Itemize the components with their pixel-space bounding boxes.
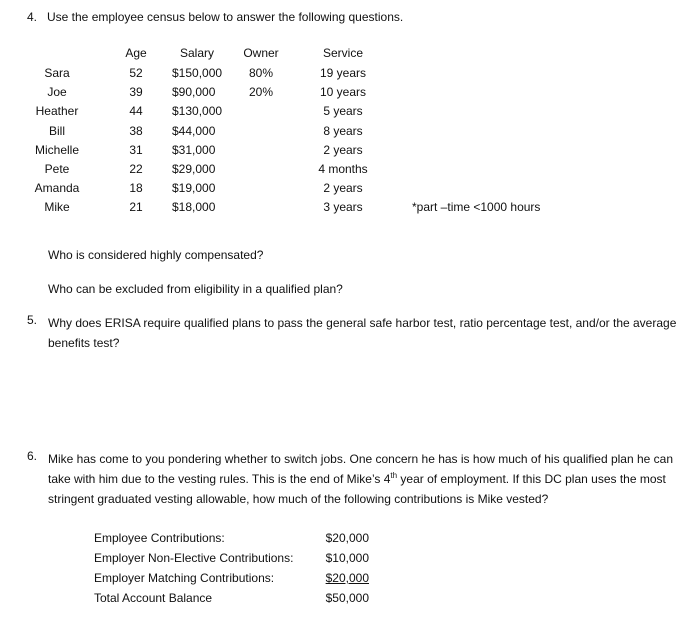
cell-service: 5 years xyxy=(323,104,363,119)
q4-number: 4. xyxy=(27,10,38,24)
cell-service: 2 years xyxy=(323,142,363,157)
cell-owner: 80% xyxy=(248,66,274,80)
cell-salary: $44,000 xyxy=(172,123,216,138)
cell-service: 10 years xyxy=(319,85,367,100)
contribution-label: Employer Matching Contributions: xyxy=(94,571,275,585)
contribution-label: Employee Contributions: xyxy=(94,531,225,545)
header-owner: Owner xyxy=(243,46,279,60)
contribution-label: Total Account Balance xyxy=(94,591,213,605)
cell-name: Bill xyxy=(48,123,65,138)
cell-age: 22 xyxy=(129,162,143,176)
cell-age: 52 xyxy=(129,66,143,80)
cell-age: 39 xyxy=(129,85,143,100)
cell-age: 18 xyxy=(129,181,143,196)
cell-salary: $150,000 xyxy=(172,66,223,80)
cell-service: 4 months xyxy=(318,162,368,176)
cell-name: Heather xyxy=(35,104,79,119)
contribution-label: Employer Non-Elective Contributions: xyxy=(94,551,294,565)
cell-age: 31 xyxy=(129,142,143,157)
cell-salary: $130,000 xyxy=(172,104,223,119)
cell-salary: $29,000 xyxy=(172,162,216,176)
q5-number: 5. xyxy=(27,313,38,327)
cell-salary: $31,000 xyxy=(172,142,216,157)
cell-service: 2 years xyxy=(323,181,363,196)
cell-age: 21 xyxy=(129,200,143,215)
cell-service: 3 years xyxy=(323,200,363,215)
q6-number: 6. xyxy=(27,449,38,463)
header-service: Service xyxy=(322,46,363,60)
cell-name: Amanda xyxy=(34,181,80,196)
q6-text: Mike has come to you pondering whether to switch jobs. One concern he has is how much of his qualified plan he can take with him due to the vesting rules. This is the end of Mike’s 4th year of employment. If this DC plan uses the most stringent graduated vesting allowable, how much of the following contributions is Mike vested? xyxy=(48,452,674,506)
q4-prompt: Use the employee census below to answer the following questions. xyxy=(47,10,404,24)
cell-name: Mike xyxy=(44,200,70,215)
sub-question-excluded: Who can be excluded from eligibility in a qualified plan? xyxy=(48,282,343,296)
contribution-amount: $50,000 xyxy=(325,591,369,605)
contribution-amount: $10,000 xyxy=(325,551,369,565)
contribution-amount: $20,000 xyxy=(325,531,369,545)
cell-salary: $90,000 xyxy=(172,85,216,100)
cell-service: 19 years xyxy=(319,66,367,80)
cell-salary: $19,000 xyxy=(172,181,216,196)
sub-question-highly-compensated: Who is considered highly compensated? xyxy=(48,248,264,262)
contribution-amount: $20,000 xyxy=(325,571,369,585)
cell-age: 44 xyxy=(129,104,143,119)
header-salary: Salary xyxy=(179,46,214,60)
cell-name: Pete xyxy=(44,162,70,176)
cell-age: 38 xyxy=(129,123,143,138)
cell-service: 8 years xyxy=(323,123,363,138)
cell-owner: 20% xyxy=(248,85,274,100)
q5-text: Why does ERISA require qualified plans to pass the general safe harbor test, ratio percentage test, and/or the average benefits test? xyxy=(48,316,677,350)
cell-name: Joe xyxy=(47,85,67,100)
header-age: Age xyxy=(125,46,147,60)
part-time-note: *part –time <1000 hours xyxy=(412,200,541,214)
cell-name: Sara xyxy=(44,66,70,80)
cell-name: Michelle xyxy=(34,142,79,157)
cell-salary: $18,000 xyxy=(172,200,216,215)
